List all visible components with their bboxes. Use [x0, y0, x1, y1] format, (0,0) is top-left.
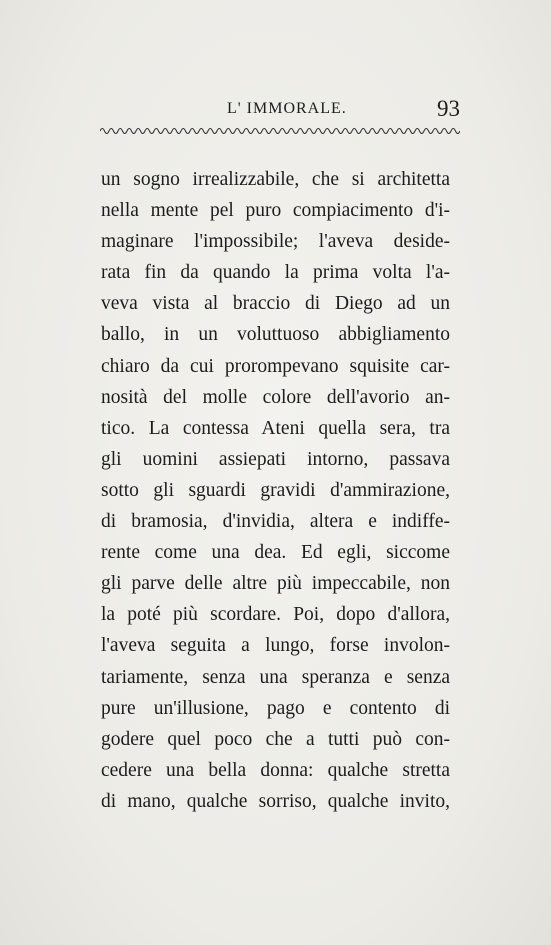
- text-line: chiaro da cui prorompevano squisite car-: [101, 355, 450, 377]
- page-number: 93: [437, 96, 460, 121]
- text-line: la poté più scordare. Poi, dopo d'allora,: [101, 604, 450, 626]
- text-line: pure un'illusione, pago e contento di: [101, 697, 450, 719]
- text-line: gli parve delle altre più impeccabile, non: [101, 573, 450, 595]
- text-line: maginare l'impossibile; l'aveva deside-: [101, 231, 450, 253]
- text-line: sotto gli sguardi gravidi d'ammirazione,: [101, 479, 450, 501]
- wavy-ornament-icon: [100, 126, 460, 136]
- text-line: l'aveva seguita a lungo, forse involon-: [101, 635, 450, 657]
- running-title: L' IMMORALE.: [227, 100, 347, 117]
- text-line: cedere una bella donna: qualche stretta: [101, 759, 450, 781]
- running-head: [100, 96, 460, 126]
- text-line: un sogno irrealizzabile, che si architetta: [101, 169, 450, 190]
- text-line: nella mente pel puro compiacimento d'i-: [101, 200, 450, 222]
- text-line: gli uomini assiepati intorno, passava: [101, 448, 450, 470]
- decorative-rule-ornament: [100, 126, 460, 136]
- text-line: nosità del molle colore dell'avorio an-: [101, 386, 450, 408]
- text-line: tico. La contessa Ateni quella sera, tra: [101, 417, 450, 439]
- body-text: [101, 164, 450, 817]
- text-line: godere quel poco che a tutti può con-: [101, 728, 450, 750]
- text-line: tariamente, senza una speranza e senza: [101, 666, 450, 688]
- text-line: veva vista al braccio di Diego ad un: [101, 293, 450, 315]
- text-line: ballo, in un voluttuoso abbigliamento: [101, 324, 450, 346]
- text-line: di bramosia, d'invidia, altera e indiffe-: [101, 511, 450, 533]
- text-line: rente come una dea. Ed egli, siccome: [101, 542, 450, 564]
- text-line: rata fin da quando la prima volta l'a-: [101, 262, 450, 284]
- text-line: di mano, qualche sorriso, qualche invito,: [101, 790, 450, 812]
- ornament-wave: [100, 129, 460, 134]
